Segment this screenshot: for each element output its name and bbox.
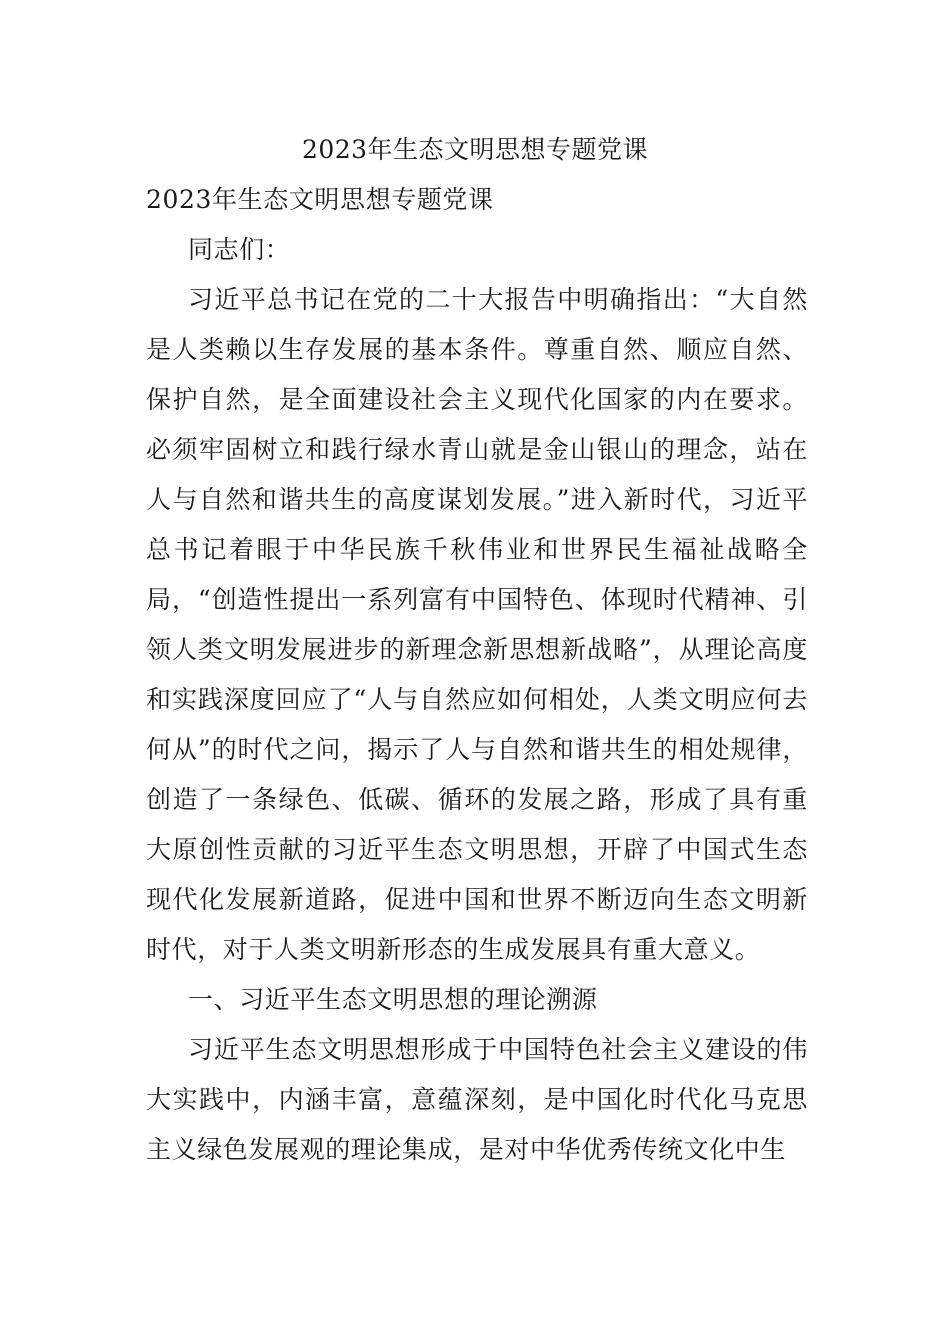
document-subtitle: 2023年生态文明思想专题党课 [146,185,494,214]
section-paragraph: 习近平生态文明思想形成于中国特色社会主义建设的伟大实践中，内涵丰富，意蕴深刻，是中国化时代化马克思主义绿色发展观的理论集成，是对中华优秀传统文化中生 [146,1035,808,1164]
intro-paragraph: 习近平总书记在党的二十大报告中明确指出：“大自然是人类赖以生存发展的基本条件。尊重自然、顺应自然、保护自然，是全面建设社会主义现代化国家的内在要求。必须牢固树立和践行绿水青山就是金山银山的理念，站在人与自然和谐共生的高度谋划发展。”进入新时代，习近平总书记着眼于中华民族千秋伟业和世界民生福祉战略全局，“创造性提出一系列富有中国特色、体现时代精神、引领人类文明发展进步的新理念新思想新战略”，从理论高度和实践深度回应了“人与自然应如何相处，人类文明应何去何从”的时代之问，揭示了人与自然和谐共生的相处规律，创造了一条绿色、低碳、循环的发展之路，形成了具有重大原创性贡献的习近平生态文明思想，开辟了中国式生态现代化发展新道路，促进中国和世界不断迈向生态文明新时代，对于人类文明新形态的生成发展具有重大意义。 [146,285,808,964]
document-title: 2023年生态文明思想专题党课 [301,135,649,164]
section-heading: 一、习近平生态文明思想的理论溯源 [188,985,598,1014]
document-body [146,175,808,1175]
greeting: 同志们： [188,235,291,264]
